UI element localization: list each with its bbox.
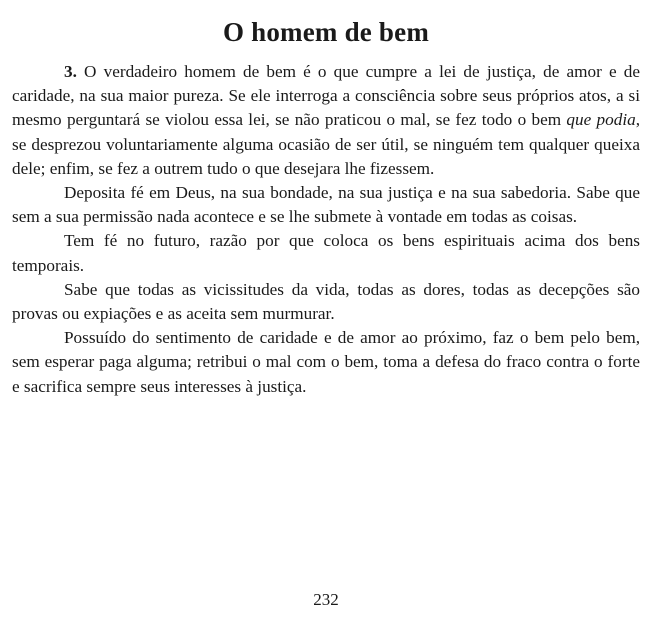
text-segment: , se desprezou voluntariamente alguma ocasião de ser útil, se ninguém tem qualquer queixa dele; enfim, se fez a outrem tudo o que desejara lhe fizessem. <box>12 110 641 178</box>
text-segment: Possuído do sentimento de caridade e de amor ao próximo, faz o bem pelo bem, sem esperar paga alguma; retribui o mal com o bem, toma a defesa do fraco contra o forte e sacrifica sempre seus interesses à justiça. <box>12 328 640 396</box>
paragraph <box>12 326 640 399</box>
body-text <box>12 60 640 399</box>
italic-text-segment: que podia <box>566 110 636 130</box>
paragraph <box>12 181 640 229</box>
paragraph <box>12 229 640 277</box>
text-segment: Deposita fé em Deus, na sua bondade, na sua justiça e na sua sabedoria. Sabe que sem a sua permissão nada acontece e se lhe submete à vontade em todas as coisas. <box>12 183 640 227</box>
paragraph-number: 3. <box>64 62 77 81</box>
book-page <box>12 14 640 614</box>
text-segment: Tem fé no futuro, razão por que coloca os bens espirituais acima dos bens temporais. <box>12 231 640 275</box>
chapter-title: O homem de bem <box>222 17 430 47</box>
page-number: 232 <box>313 590 339 609</box>
text-segment: Sabe que todas as vicissitudes da vida, todas as dores, todas as decepções são provas ou expiações e as aceita sem murmurar. <box>12 279 640 324</box>
paragraph <box>12 278 640 326</box>
text-segment: O verdadeiro homem de bem é o que cumpre a lei de justiça, de amor e de caridade, na sua maior pureza. Se ele interroga a consciência sobre seus próprios atos, a si mesmo perguntará se violou essa lei, se não praticou o mal, se fez todo o bem <box>12 62 640 130</box>
paragraph <box>12 60 640 181</box>
